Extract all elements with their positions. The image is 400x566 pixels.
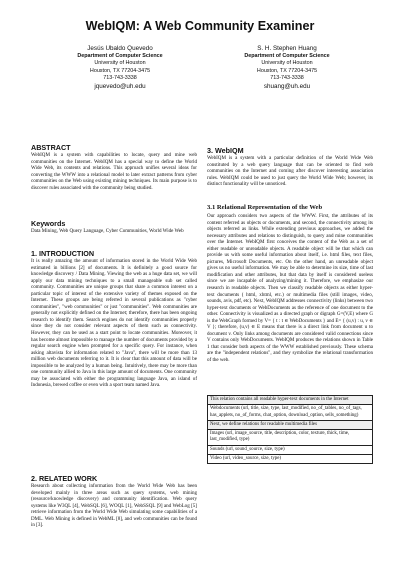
author-city: Houston, TX 77204-3475: [256, 67, 318, 74]
table-row-images: Images (url, image_source, title, description, color, texture, thick, time, last_modified, type): [208, 430, 372, 446]
author-dept: Department of Computer Science: [244, 52, 330, 59]
keywords-heading: Keywords: [31, 219, 66, 228]
table-row-video: Video (url, video_source, size, type): [210, 456, 282, 462]
relational-text: Our approach considers two aspects of the WWW. First, the attributes of its content referred as objects or documents, and second, the connectivity among its objects referred as links. While extending previous approaches, we added the necessary attributes and relations to distinguish, to query and mine communities over the Internet. WebIQM first conceives the content of the Web as a set of either readable or unreadable objects. A readable object will be that which can provide us with some useful information about itself, i.e. html files, text files, pictures, Microsoft Documents, etc. On the other hand, an unreadable object gives us no useful information. We may be able to determine its size, time of last modification and other attributes, but that data by itself is considered useless since we are incapable of analyzing/mining it. Therefore, we emphasize our research in readable objects. Then we classify readable objects as either hyper-text documents ( html, xhtml, etc.) or multimedia files (still images, video, sounds, avis, pdf, etc). Next, WebIQM addresses connectivity (links) between two hyper-text documents or WebDocuments as the reference of one document to the other. Connectivity is visualized as a directed graph or digraph G=(V,E) where G is the WebGraph formed by V= { t : t ∈ WebDocuments } and E= { (u,v) : u, v ∈ V }; therefore, (u,v) ∈ E means that there is a direct link from document u to document v. Only links among documents are considered valid connections since V contains only WebDocuments. WebIQM produces the relations shown in Table 1 that consider both aspects of the WWW established previously. These schema are the "independent relations", and they symbolize the relational transformation of the web.: [207, 213, 373, 364]
table-caption: This relation contains all readable hyper-text documents in the Internet: [208, 396, 372, 405]
keywords-text: Data Mining, Web Query Language, Cyber Communities, World Wide Web: [31, 228, 184, 234]
author-name: S. H. Stephen Huang: [257, 45, 317, 52]
abstract-heading: ABSTRACT: [31, 143, 71, 152]
related-text: Research about collecting information from the World Wide Web has been developed mainly in three areas such as query systems, web mining (resource/knowledge discovery) and community identification. Web query systems like W3QL [4], WebSQL [6], WOQL [1], WebSSQL [9] and WebLog [5] retrieve information from the World Wide Web simulating some capabilities of a DML. Web Mining is defined in WebML [8], and web communities can be found in [3].: [31, 483, 197, 529]
author-dept: Department of Computer Science: [77, 52, 163, 59]
relational-heading: 3.1 Relational Representation of the Web: [207, 204, 323, 211]
table-row-webdocuments: Webdocuments (url, title, size, type, last_modified, no_of_tables, no_of_tags, has_applets, no_of_forms, chat_option, download_option, sells_something): [208, 405, 372, 421]
table-row-sounds: Sounds (url, sound_source, size, type): [208, 446, 372, 455]
paper-title: WebIQM: A Web Community Examiner: [85, 19, 315, 33]
abstract-text: WebIQM is a system with capabilities to locate, query and mine web communities on the Internet. WebIQM has a special way to define the World Wide Web, its contents and relations. This approach unifies several ideas for converting the WWW into a relational model to later extract patterns from cyber communities on the Web using existing mining techniques. Its main purpose is to discover rules associated with the community being studied.: [31, 152, 197, 191]
author-phone: 713-743-3338: [270, 75, 304, 82]
intro-text: It is really amazing the amount of information stored in the World Wide Web estimated in billions [2] of documents. It is definitely a good source for knowledge discovery / Data Mining. Viewing the web as a huge data set, we will apply our data mining techniques to a small manageable sub set called community. Communities are unique groups that share a common interest on a particular topic of interest of the extensive variety of themes exposed on the Internet. These groups are being referred in several publications as "cyber communities", "web communities" or just "communities". Web communities are generally not explicitly defined on the Internet; therefore, there has been ongoing research to identify them. Search engines do not identify communities properly since they do not consider relevant aspects of them such as connectivity. However, they can be used as a start point to locate communities. Moreover, it has become almost impossible to manage the number of documents provided by a regular search engine when prompted for a specific query. For instance, when asking altavista for information related to "Java", there will be more than 13 million web documents referring to it. It is clear that this amount of data will be impossible to be analyzed by a human being. Intuitively, there may be more than one community allied to Java in this large amount of documents. One community may be associated with either the programming language Java, an island of Indonesia, brewed coffee or even with a sport team named Java.: [31, 258, 197, 389]
related-heading: 2. RELATED WORK: [31, 474, 98, 483]
author-univ: University of Houston: [94, 60, 146, 67]
author-block-1: [45, 45, 195, 91]
author-block-2: [212, 45, 362, 91]
relations-table: [207, 395, 373, 464]
author-city: Houston, TX 77204-3475: [89, 67, 151, 74]
author-univ: University of Houston: [261, 60, 313, 67]
table-row-multimedia-note: Next, we define relations for readable multimedia files: [208, 421, 372, 430]
author-name: Jesús Ubaldo Quevedo: [87, 45, 153, 52]
author-email: shuang@uh.edu: [263, 82, 311, 90]
intro-heading: 1. INTRODUCTION: [31, 249, 95, 258]
author-phone: 713-743-3338: [103, 75, 137, 82]
author-email: jquevedo@uh.edu: [94, 82, 146, 90]
webiqm-text: WebIQM is a system with a particular definition of the World Wide Web constituted by a web query language that can be oriented to find web communities on the Internet and coming after discover interesting association rules. WebIQM could be used to just query the World Wide Web; however, its distinct functionality will be unnoticed.: [207, 155, 373, 188]
webiqm-heading: 3. WebIQM: [207, 146, 244, 155]
